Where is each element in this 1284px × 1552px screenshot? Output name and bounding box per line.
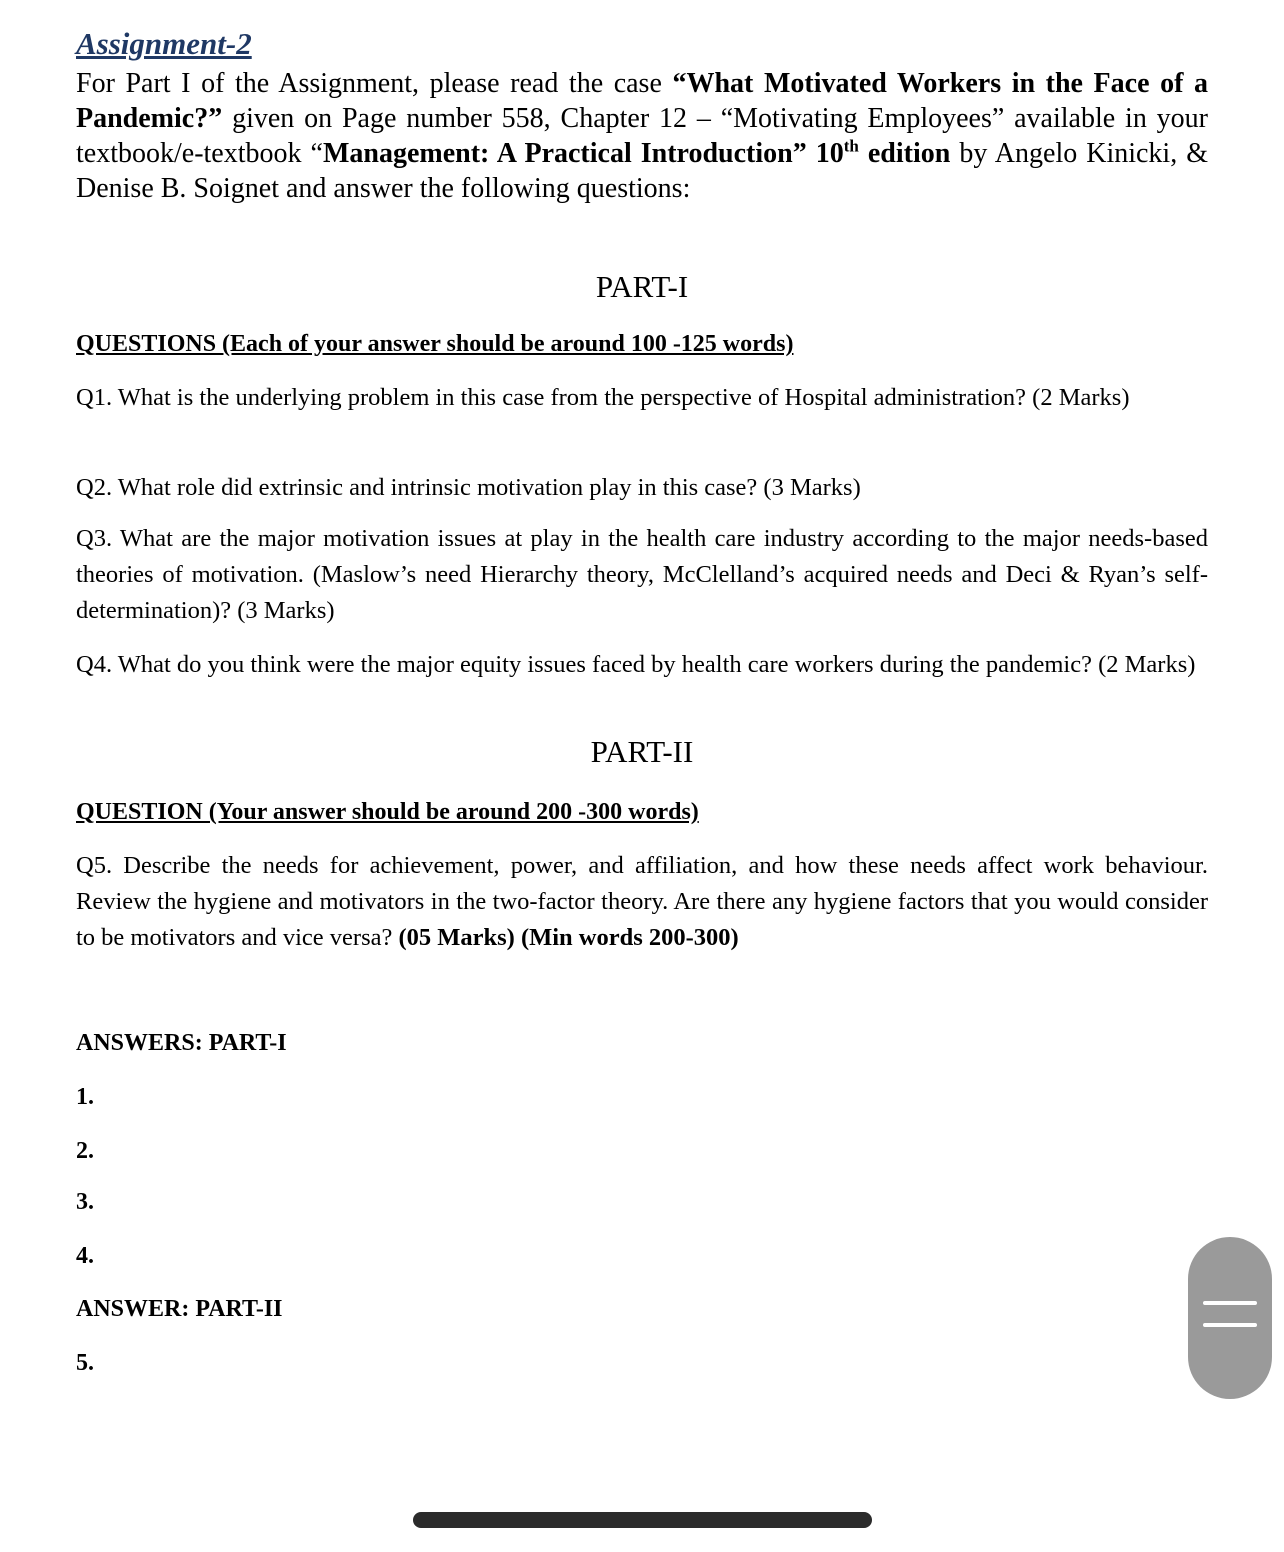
question-5-text: Q5. Describe the needs for achievement, power, and affiliation, and how these needs affect work behaviour. Review the hygiene and motivators in the two-factor theory. Are there any hygiene factors that you would consider to be motivators and vice versa? [76, 852, 1208, 951]
intro-text-2: given on Page number 558, Chapter 12 – “Motivating Employees” available in your textbook/e-textbook “ [76, 103, 1208, 169]
part1-questions-heading: QUESTIONS (Each of your answer should be around 100 -125 words) [76, 331, 794, 357]
answer-1-label: 1. [76, 1084, 94, 1110]
part2-question-heading: QUESTION (Your answer should be around 200 -300 words) [76, 799, 699, 825]
home-indicator[interactable] [413, 1512, 872, 1528]
answer-5-label: 5. [76, 1350, 94, 1376]
question-4: Q4. What do you think were the major equity issues faced by health care workers during the pandemic? (2 Marks) [76, 651, 1196, 678]
intro-text-3: by Angelo Kinicki, & Denise B. Soignet and answer the following questions: [76, 138, 1208, 204]
part1-heading: PART-I [595, 269, 689, 304]
answers-part1-heading: ANSWERS: PART-I [76, 1030, 287, 1056]
edition-superscript: th [843, 136, 859, 156]
answers-part2-heading: ANSWER: PART-II [76, 1296, 283, 1322]
question-5 [76, 848, 1208, 956]
edition-label: edition [858, 138, 951, 169]
answer-3-label: 3. [76, 1189, 94, 1215]
question-3: Q3. What are the major motivation issues at play in the health care industry according to the major needs-based theories of motivation. (Maslow’s need Hierarchy theory, McClelland’s acquired needs and Deci & Ryan’s self-determination)? (3 Marks) [76, 525, 1208, 624]
textbook-title: Management: A Practical Introduction” 10 [322, 138, 844, 169]
assignment-title: Assignment-2 [76, 26, 252, 61]
intro-paragraph [76, 66, 1208, 206]
answer-4-label: 4. [76, 1243, 94, 1269]
part2-heading: PART-II [590, 734, 694, 769]
scroll-handle[interactable] [1188, 1237, 1272, 1399]
answer-2-label: 2. [76, 1138, 94, 1164]
question-5-marks: (05 Marks) (Min words 200-300) [398, 924, 739, 951]
grip-line-icon [1203, 1301, 1257, 1305]
intro-text-1: For Part I of the Assignment, please read the case [76, 68, 673, 99]
question-2: Q2. What role did extrinsic and intrinsic motivation play in this case? (3 Marks) [76, 474, 861, 501]
case-title: “What Motivated Workers in the Face of a Pandemic?” [76, 68, 1208, 134]
question-1: Q1. What is the underlying problem in this case from the perspective of Hospital administration? (2 Marks) [76, 384, 1130, 411]
grip-line-icon [1203, 1323, 1257, 1327]
